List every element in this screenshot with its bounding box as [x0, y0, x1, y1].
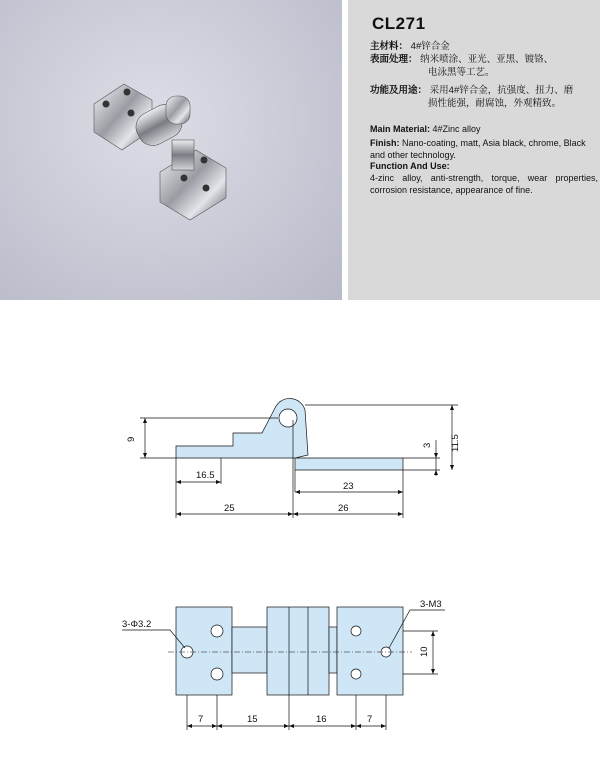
en-material-value: 4#Zinc alloy: [432, 124, 481, 134]
en-material-label: Main Material:: [370, 124, 431, 134]
dim-16: 16: [316, 714, 327, 725]
top-view-right-leaf: [337, 607, 403, 695]
cn-function-value-2: 损性能强，耐腐蚀，外观精致。: [428, 98, 562, 109]
cn-finish-value-1: 纳米喷涂、亚光、亚黑、镀铬、: [420, 54, 554, 65]
cn-material-value: 4#锌合金: [410, 41, 450, 52]
dim-10: 10: [419, 646, 430, 657]
en-function-label: Function And Use:: [370, 161, 450, 171]
dim-16-5: 16.5: [196, 470, 215, 481]
dim-height-total: 11.5: [450, 434, 461, 452]
hole-left-top: [211, 625, 223, 637]
dim-height-left: 9: [126, 436, 137, 442]
cn-function-value-1: 采用4#锌合金，抗强度、扭力、磨: [429, 85, 574, 96]
cn-material-label: 主材料：: [370, 41, 409, 52]
hole-callout: 3-Φ3.2: [122, 619, 152, 630]
cn-function-label: 功能及用途：: [370, 85, 428, 96]
hole-left-bottom: [211, 668, 223, 680]
thread-callout: 3-M3: [420, 599, 442, 610]
dim-7-left: 7: [198, 714, 204, 725]
dim-25: 25: [224, 503, 235, 514]
top-view-left-tab: [232, 627, 267, 673]
top-view-knuckle: [267, 607, 329, 695]
hole-right-top: [351, 626, 361, 636]
en-finish-label: Finish:: [370, 138, 400, 148]
dim-7-right: 7: [367, 714, 373, 725]
cn-finish-value-2: 电泳黑等工艺。: [428, 67, 495, 78]
cn-finish-label: 表面处理：: [370, 54, 418, 65]
dim-26: 26: [338, 503, 349, 514]
en-function-value: 4-zinc alloy, anti-strength, torque, wear properties, corrosion resistance, appearance of fine.: [370, 173, 598, 195]
dim-15: 15: [247, 714, 258, 725]
model-number: CL271: [372, 14, 426, 33]
en-finish-value: Nano-coating, matt, Asia black, chrome, Black and other technology.: [370, 138, 586, 160]
dim-23: 23: [343, 481, 354, 492]
hole-right-bottom: [351, 669, 361, 679]
pivot-hole: [279, 409, 297, 427]
top-view-right-tab: [329, 627, 337, 673]
dim-height-small: 3: [422, 442, 433, 448]
